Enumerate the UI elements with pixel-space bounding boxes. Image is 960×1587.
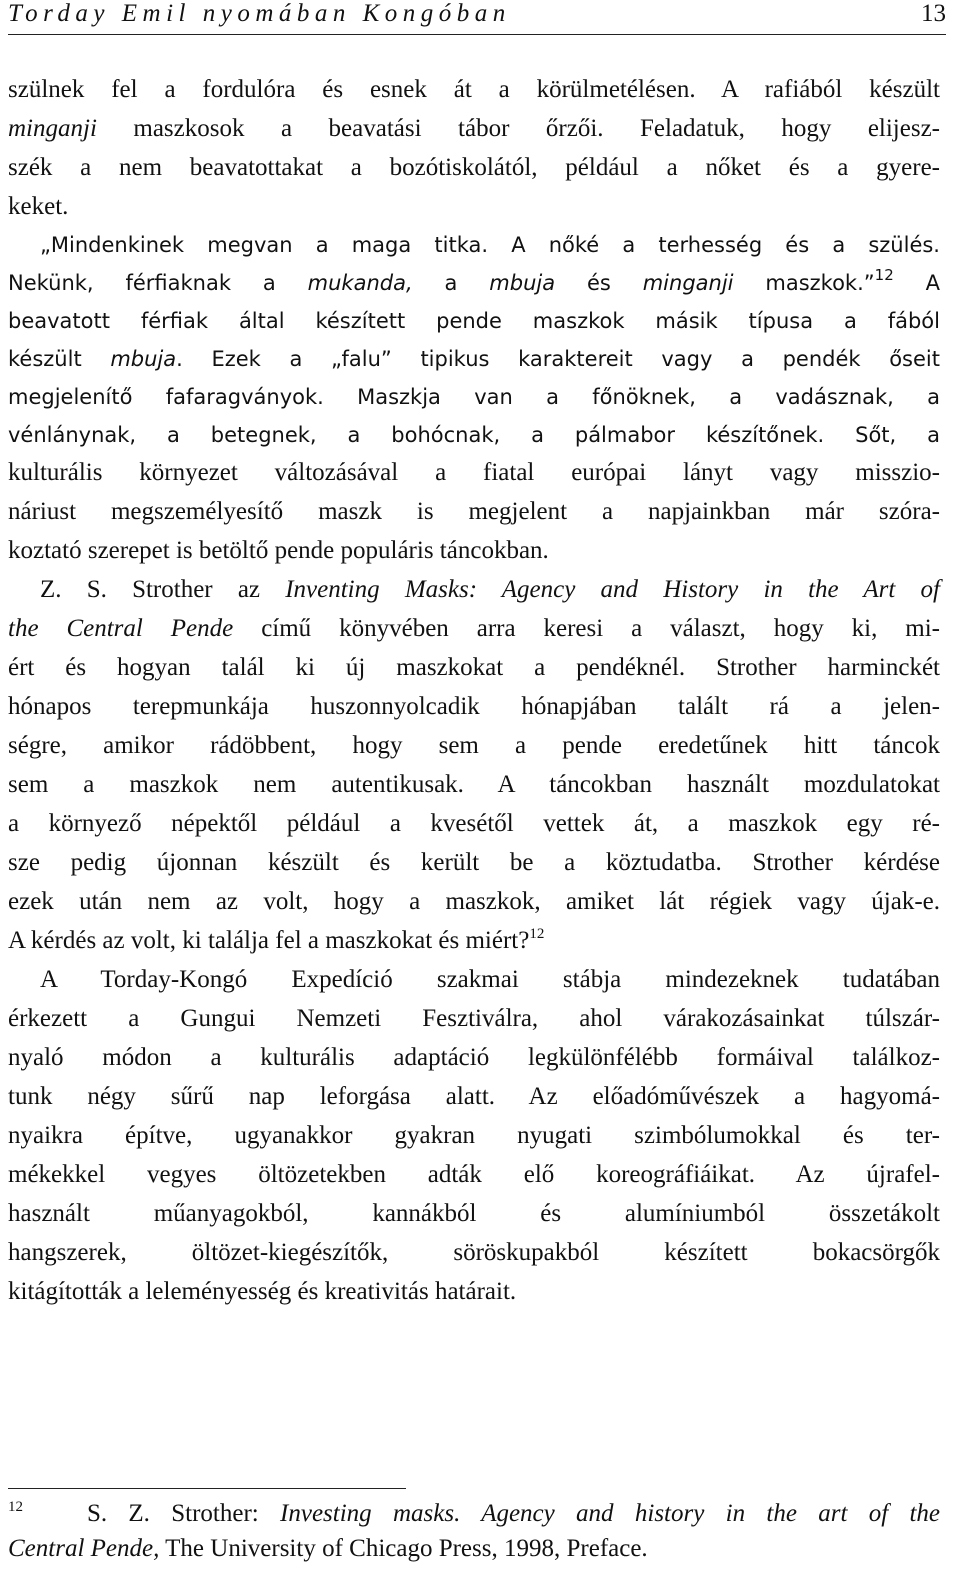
text-line: Nekünk, férfiaknak a mukanda, a mbuja és minganji maszkok.”$^{12}$ A bbox=[8, 266, 940, 295]
text-line: tunk négy sűrű nap leforgása alatt. Az előadóművészek a hagyomá- bbox=[8, 1083, 940, 1110]
text-line: ségre, amikor rádöbbent, hogy sem a pende eredetűnek hitt táncok bbox=[8, 732, 940, 759]
text-line: „Mindenkinek megvan a maga titka. A nőké a terhesség és a szülés. bbox=[40, 233, 940, 257]
text-line: Z. S. Strother az Inventing Masks: Agency and History in the Art of bbox=[40, 576, 940, 603]
footnote-ref: 12 bbox=[874, 266, 894, 284]
text-line: ért és hogyan talál ki új maszkokat a pendéknél. Strother harminckét bbox=[8, 654, 940, 681]
text-line: kulturális környezet változásával a fiatal európai lányt vagy misszio- bbox=[8, 459, 940, 486]
footnote: $^{12}$ S. Z. Strother: Investing masks. Agency and history in the art of the bbox=[8, 1499, 941, 1527]
page-number: 13 bbox=[921, 0, 946, 27]
text-line: szülnek fel a fordulóra és esnek át a körülmetélésen. A rafiából készült bbox=[8, 76, 940, 103]
text-line: náriust megszemélyesítő maszk is megjelent a napjainkban már szóra- bbox=[8, 498, 940, 525]
text-line: vénlánynak, a betegnek, a bohócnak, a pálmabor készítőnek. Sőt, a bbox=[8, 423, 940, 447]
running-header bbox=[8, 0, 946, 30]
text-line: A Torday-Kongó Expedíció szakmai stábja mindezeknek tudatában bbox=[40, 966, 940, 993]
footnote-number: 12 bbox=[8, 1499, 23, 1515]
text-line: szék a nem beavatottakat a bozótiskolától, például a nőket és a gyere- bbox=[8, 154, 940, 181]
text-line: hangszerek, öltözet-kiegészítők, söröskupakból készített bokacsörgők bbox=[8, 1239, 940, 1266]
text-line: keket. bbox=[8, 193, 69, 220]
text-line: megjelenítő fafaragványok. Maszkja van a főnöknek, a vadásznak, a bbox=[8, 385, 940, 409]
text-line: érkezett a Gungui Nemzeti Fesztiválra, ahol várakozásainkat túlszár- bbox=[8, 1005, 940, 1032]
footnote-continued: Central Pende, The University of Chicago Press, 1998, Preface. bbox=[8, 1535, 648, 1562]
footnote-ref: 12 bbox=[529, 926, 545, 942]
text-line: ezek után nem az volt, hogy a maszkok, amiket lát régiek vagy újak-e. bbox=[8, 888, 940, 915]
text-line: sem a maszkok nem autentikusak. A táncokban használt mozdulatokat bbox=[8, 771, 940, 798]
text-line: koztató szerepet is betöltő pende populáris táncokban. bbox=[8, 537, 549, 564]
text-line: mékekkel vegyes öltözetekben adták elő koreográfiáikat. Az újrafel- bbox=[8, 1161, 940, 1188]
text-line: sze pedig újonnan készült és került be a köztudatba. Strother kérdése bbox=[8, 849, 940, 876]
text-line: készült mbuja. Ezek a „falu” tipikus karaktereit vagy a pendék őseit bbox=[8, 347, 940, 371]
text-line: hónapos terepmunkája huszonnyolcadik hónapjában talált rá a jelen- bbox=[8, 693, 940, 720]
text-line: minganji maszkosok a beavatási tábor őrzői. Feladatuk, hogy elijesz- bbox=[8, 115, 940, 142]
running-header-title: Torday Emil nyomában Kongóban bbox=[8, 0, 511, 27]
text-line: nyaló módon a kulturális adaptáció legkülönfélébb formáival találkoz- bbox=[8, 1044, 940, 1071]
text-line: használt műanyagokból, kannákból és alumíniumból összetákolt bbox=[8, 1200, 940, 1227]
header-divider bbox=[8, 34, 946, 35]
text-line: beavatott férfiak által készített pende maszkok másik típusa a fából bbox=[8, 309, 940, 333]
text-line: A kérdés az volt, ki találja fel a maszkokat és miért?$^{12}$ bbox=[8, 926, 545, 954]
text-line: nyaikra építve, ugyanakkor gyakran nyugati szimbólumokkal és ter- bbox=[8, 1122, 940, 1149]
text-line: kitágították a leleményesség és kreativitás határait. bbox=[8, 1278, 517, 1305]
footnote-divider bbox=[8, 1488, 406, 1489]
text-line: the Central Pende című könyvében arra keresi a választ, hogy ki, mi- bbox=[8, 615, 940, 642]
text-line: a környező népektől például a kvesétől vettek át, a maszkok egy ré- bbox=[8, 810, 940, 837]
